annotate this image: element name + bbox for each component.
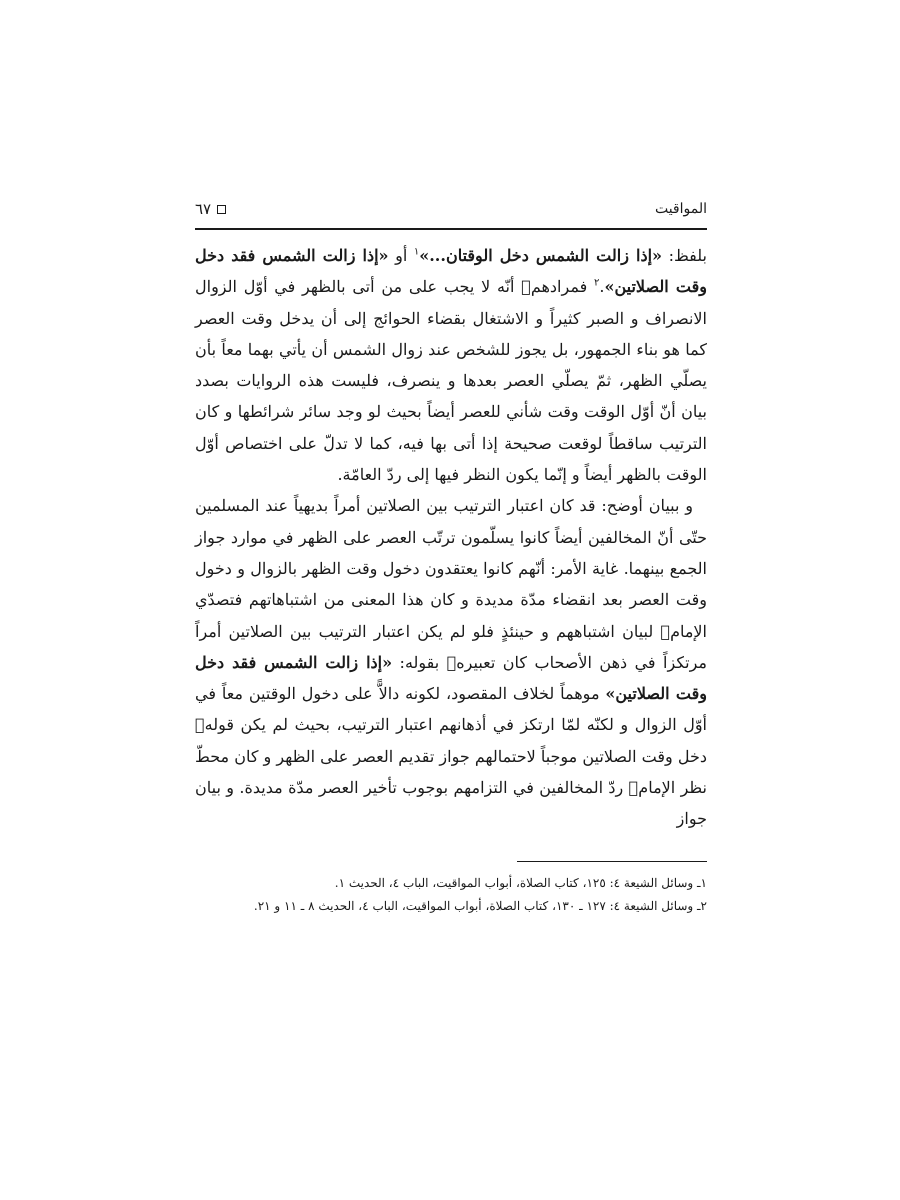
honorific-glyph: ﷩ [628,778,639,798]
square-box-icon [217,205,226,214]
text-span: و ببيان أوضح: قد كان اعتبار الترتيب بين الصلاتين أمراً بديهياً عند المسلمين حتّى أنّ المخالفين أيضاً كانوا يسلّمون ترتّب العصر على الظهر في موارد جواز الجمع بينهما. غاية الأمر: أنّهم كانوا يعتقدون دخول وقت الظهر بالزوال و دخول وقت العصر بعد انقضاء مدّة مديدة و كان هذا المعنى من اشتباهاتهم فتصدّي الإمام [195,496,707,641]
honorific-glyph: ﷩ [521,277,531,297]
honorific-glyph: ﷩ [446,652,457,672]
text-span: فمرادهم [530,277,594,297]
hadith-quote: «إذا زالت الشمس فقد دخل وقت الصلاتين» [195,246,708,297]
main-text [195,240,707,835]
footnote-ref-1[interactable]: ١ [413,246,420,258]
hadith-quote: «إذا زالت الشمس دخل الوقتان...» [419,246,663,265]
footnote-1: ١ـ وسائل الشيعة ٤: ١٢٥، كتاب الصلاة، أبواب المواقيت، الباب ٤، الحديث ١. [334,875,707,890]
text-span: . [599,277,605,297]
page-number [195,198,226,220]
footnotes [195,872,707,918]
chapter-title: المواقيت [654,201,707,217]
header-rule [195,228,707,230]
text-span: أنّه لا يجب على من أتى بالظهر في أوّل الزوال الانصراف و الصبر كثيراً و الاشتغال بقضاء الحوائج إلى أن يدخل وقت العصر كما هو بناء الجمهور، بل يجوز للشخص عند زوال الشمس أن يأتي بهما معاً بأن يصلّي الظهر، ثمّ يصلّي العصر بعدها و ينصرف، فليست هذه الروايات بصدد بيان أنّ أوّل الوقت وقت شأني للعصر أيضاً بحيث لو وجد سائر شرائطها و كان الترتيب ساقطاً لوقعت صحيحة إذا أتى بها فيه، كما لا تدلّ على اختصاص أوّل الوقت بالظهر أيضاً و إنّما يكون النظر فيها إلى ردّ العامّة. [195,277,707,485]
text-span: لبيان اشتباههم و حينئذٍ فلو لم يكن اعتبار الترتيب بين الصلاتين أمراً مرتكزاً في ذهن الأصحاب كان تعبيره [195,621,708,672]
text-span: بقوله: [392,652,447,672]
footnote-2: ٢ـ وسائل الشيعة ٤: ١٢٧ ـ ١٣٠، كتاب الصلاة، أبواب المواقيت، الباب ٤، الحديث ٨ ـ ١١ و ٢١. [253,898,707,913]
page-number-value: ٦٧ [195,200,212,218]
footnote-separator [517,861,707,862]
book-page [195,198,707,918]
text-span: دخل وقت الصلاتين موجباً لاحتمالهم جواز تقديم العصر على الظهر و كان محطّ نظر الإمام [195,746,707,798]
text-span: بلفظ: [662,246,708,265]
text-span: موهماً لخلاف المقصود، لكونه دالاًّ على دخول الوقتين معاً في أوّل الزوال و لكنّه لمّا ارتكز في أذهانهم اعتبار الترتيب، بحيث لم يكن قوله [195,684,707,735]
hadith-quote: «إذا زالت الشمس فقد دخل وقت الصلاتين» [195,652,708,704]
text-span: أو [388,246,414,265]
honorific-glyph: ﷩ [660,621,671,641]
footnote-ref-2[interactable]: ٢ [594,277,600,289]
paragraph-2 [195,490,707,834]
text-span: ردّ المخالفين في التزامهم بوجوب تأخير العصر مدّة مديدة. و بيان جواز [195,778,707,829]
paragraph-1 [195,240,707,490]
running-header [195,198,707,220]
honorific-glyph: ﷩ [195,715,205,735]
